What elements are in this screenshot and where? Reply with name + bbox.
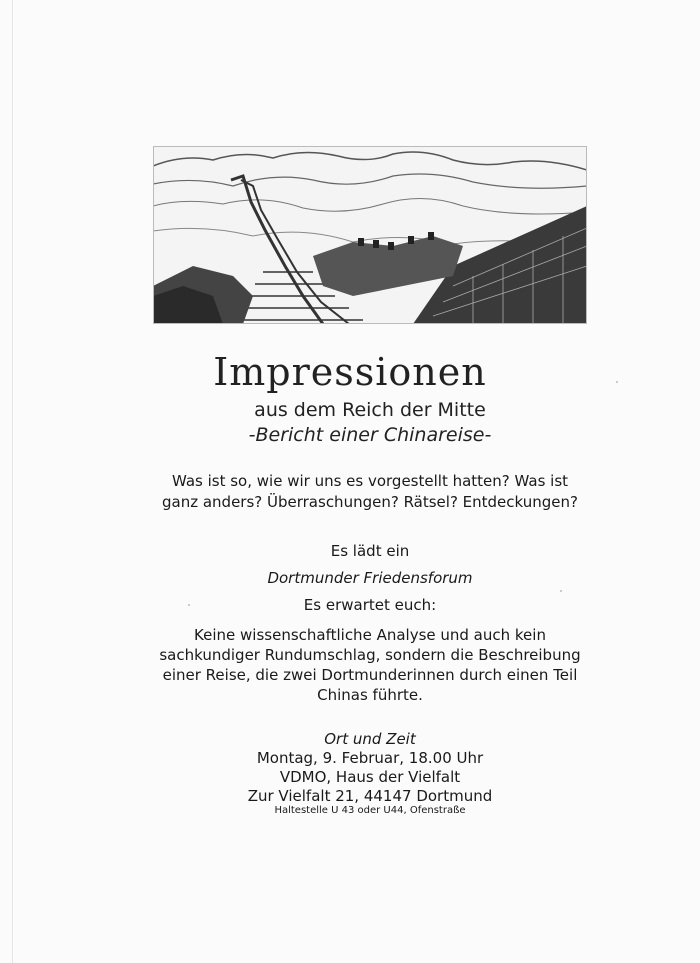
description-line-4: Chinas führte. xyxy=(317,686,423,704)
transit-note: Haltestelle U 43 oder U44, Ofenstraße xyxy=(274,805,466,816)
description-line-2: sachkundiger Rundumschlag, sondern die Beschreibung xyxy=(159,646,581,664)
intro-line-2: ganz anders? Überraschungen? Rätsel? Entdeckungen? xyxy=(161,493,578,511)
great-wall-sketch-icon xyxy=(153,146,587,324)
intro-questions xyxy=(0,471,700,513)
organizer-text: Dortmunder Friedensforum xyxy=(267,569,473,587)
intro-line-1: Was ist so, wie wir uns es vorgestellt hatten? Was ist xyxy=(171,472,569,490)
event-heading: Ort und Zeit xyxy=(324,730,416,748)
scan-speck xyxy=(560,590,562,592)
event-date: Montag, 9. Februar, 18.00 Uhr xyxy=(256,749,484,767)
description-line-1: Keine wissenschaftliche Analyse und auch kein xyxy=(194,626,546,644)
subtitle: aus dem Reich der Mitte xyxy=(254,399,486,421)
expect-text: Es erwartet euch: xyxy=(303,596,437,614)
page-title: Impressionen xyxy=(213,350,487,394)
description-block xyxy=(0,625,700,705)
event-venue: VDMO, Haus der Vielfalt xyxy=(279,768,461,786)
event-address: Zur Vielfalt 21, 44147 Dortmund xyxy=(247,787,493,805)
description-line-3: einer Reise, die zwei Dortmunderinnen durch einen Teil xyxy=(162,666,578,684)
scan-speck xyxy=(188,604,190,606)
invites-text: Es lädt ein xyxy=(330,542,410,560)
subtitle-italic: -Bericht einer Chinareise- xyxy=(248,424,492,446)
scan-speck xyxy=(616,381,618,383)
